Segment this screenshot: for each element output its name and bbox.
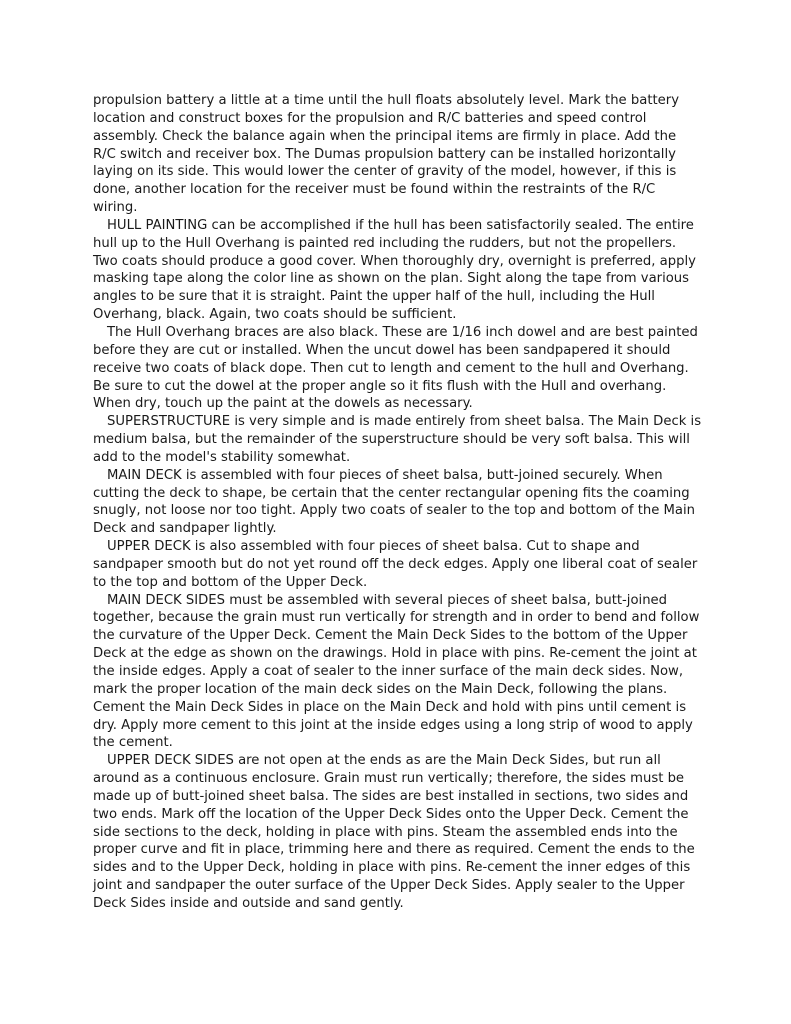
paragraph-upper-deck: UPPER DECK is also assembled with four pieces of sheet balsa. Cut to shape and sandpaper smooth but do not yet round off the deck edges. Apply one liberal coat of sealer to the top and bottom of the Upper Deck. [93,539,698,590]
paragraph-hull-overhang-braces: The Hull Overhang braces are also black. These are 1/16 inch dowel and are best painted before they are cut or installed. When the uncut dowel has been sandpapered it should receive two coats of black dope. Then cut to length and cement to the hull and Overhang. Be sure to cut the dowel at the proper angle so it fits flush with the Hull and overhang. When dry, touch up the paint at the dowels as necessary. [93,324,698,412]
document-page [93,92,703,913]
paragraph-main-deck-sides: MAIN DECK SIDES must be assembled with several pieces of sheet balsa, butt-joined together, because the grain must run vertically for strength and in order to bend and follow the curvature of the Upper Deck. Cement the Main Deck Sides to the bottom of the Upper Deck at the edge as shown on the drawings. Hold in place with pins. Re-cement the joint at the inside edges. Apply a coat of sealer to the inner surface of the main deck sides. Now, mark the proper location of the main deck sides on the Main Deck, following the plans. Cement the Main Deck Sides in place on the Main Deck and hold with pins until cement is dry. Apply more cement to this joint at the inside edges using a long strip of wood to apply the cement. [93,592,700,751]
paragraph-hull-painting: HULL PAINTING can be accomplished if the hull has been satisfactorily sealed. The entire hull up to the Hull Overhang is painted red including the rudders, but not the propellers. Two coats should produce a good cover. When thoroughly dry, overnight is preferred, apply masking tape along the color line as shown on the plan. Sight along the tape from various angles to be sure that it is straight. Paint the upper half of the hull, including the Hull Overhang, black. Again, two coats should be sufficient. [93,217,696,323]
paragraph-main-deck: MAIN DECK is assembled with four pieces of sheet balsa, butt-joined securely. When cutting the deck to shape, be certain that the center rectangular opening fits the coaming snugly, not loose nor too tight. Apply two coats of sealer to the top and bottom of the Main Deck and sandpaper lightly. [93,467,696,537]
paragraph-battery-placement: propulsion battery a little at a time until the hull floats absolutely level. Mark the battery location and construct boxes for the propulsion and R/C batteries and speed control assembly. Check the balance again when the principal items are firmly in place. Add the R/C switch and receiver box. The Dumas propulsion battery can be installed horizontally laying on its side. This would lower the center of gravity of the model, however, if this is done, another location for the receiver must be found within the restraints of the R/C wiring. [93,93,679,216]
paragraph-superstructure: SUPERSTRUCTURE is very simple and is made entirely from sheet balsa. The Main Deck is medium balsa, but the remainder of the superstructure should be very soft balsa. This will add to the model's stability somewhat. [93,414,702,465]
paragraph-upper-deck-sides: UPPER DECK SIDES are not open at the ends as are the Main Deck Sides, but run all around as a continuous enclosure. Grain must run vertically; therefore, the sides must be made up of butt-joined sheet balsa. The sides are best installed in sections, two sides and two ends. Mark off the location of the Upper Deck Sides onto the Upper Deck. Cement the side sections to the deck, holding in place with pins. Steam the assembled ends into the proper curve and fit in place, trimming here and there as required. Cement the ends to the sides and to the Upper Deck, holding in place with pins. Re-cement the inner edges of this joint and sandpaper the outer surface of the Upper Deck Sides. Apply sealer to the Upper Deck Sides inside and outside and sand gently. [93,753,695,911]
